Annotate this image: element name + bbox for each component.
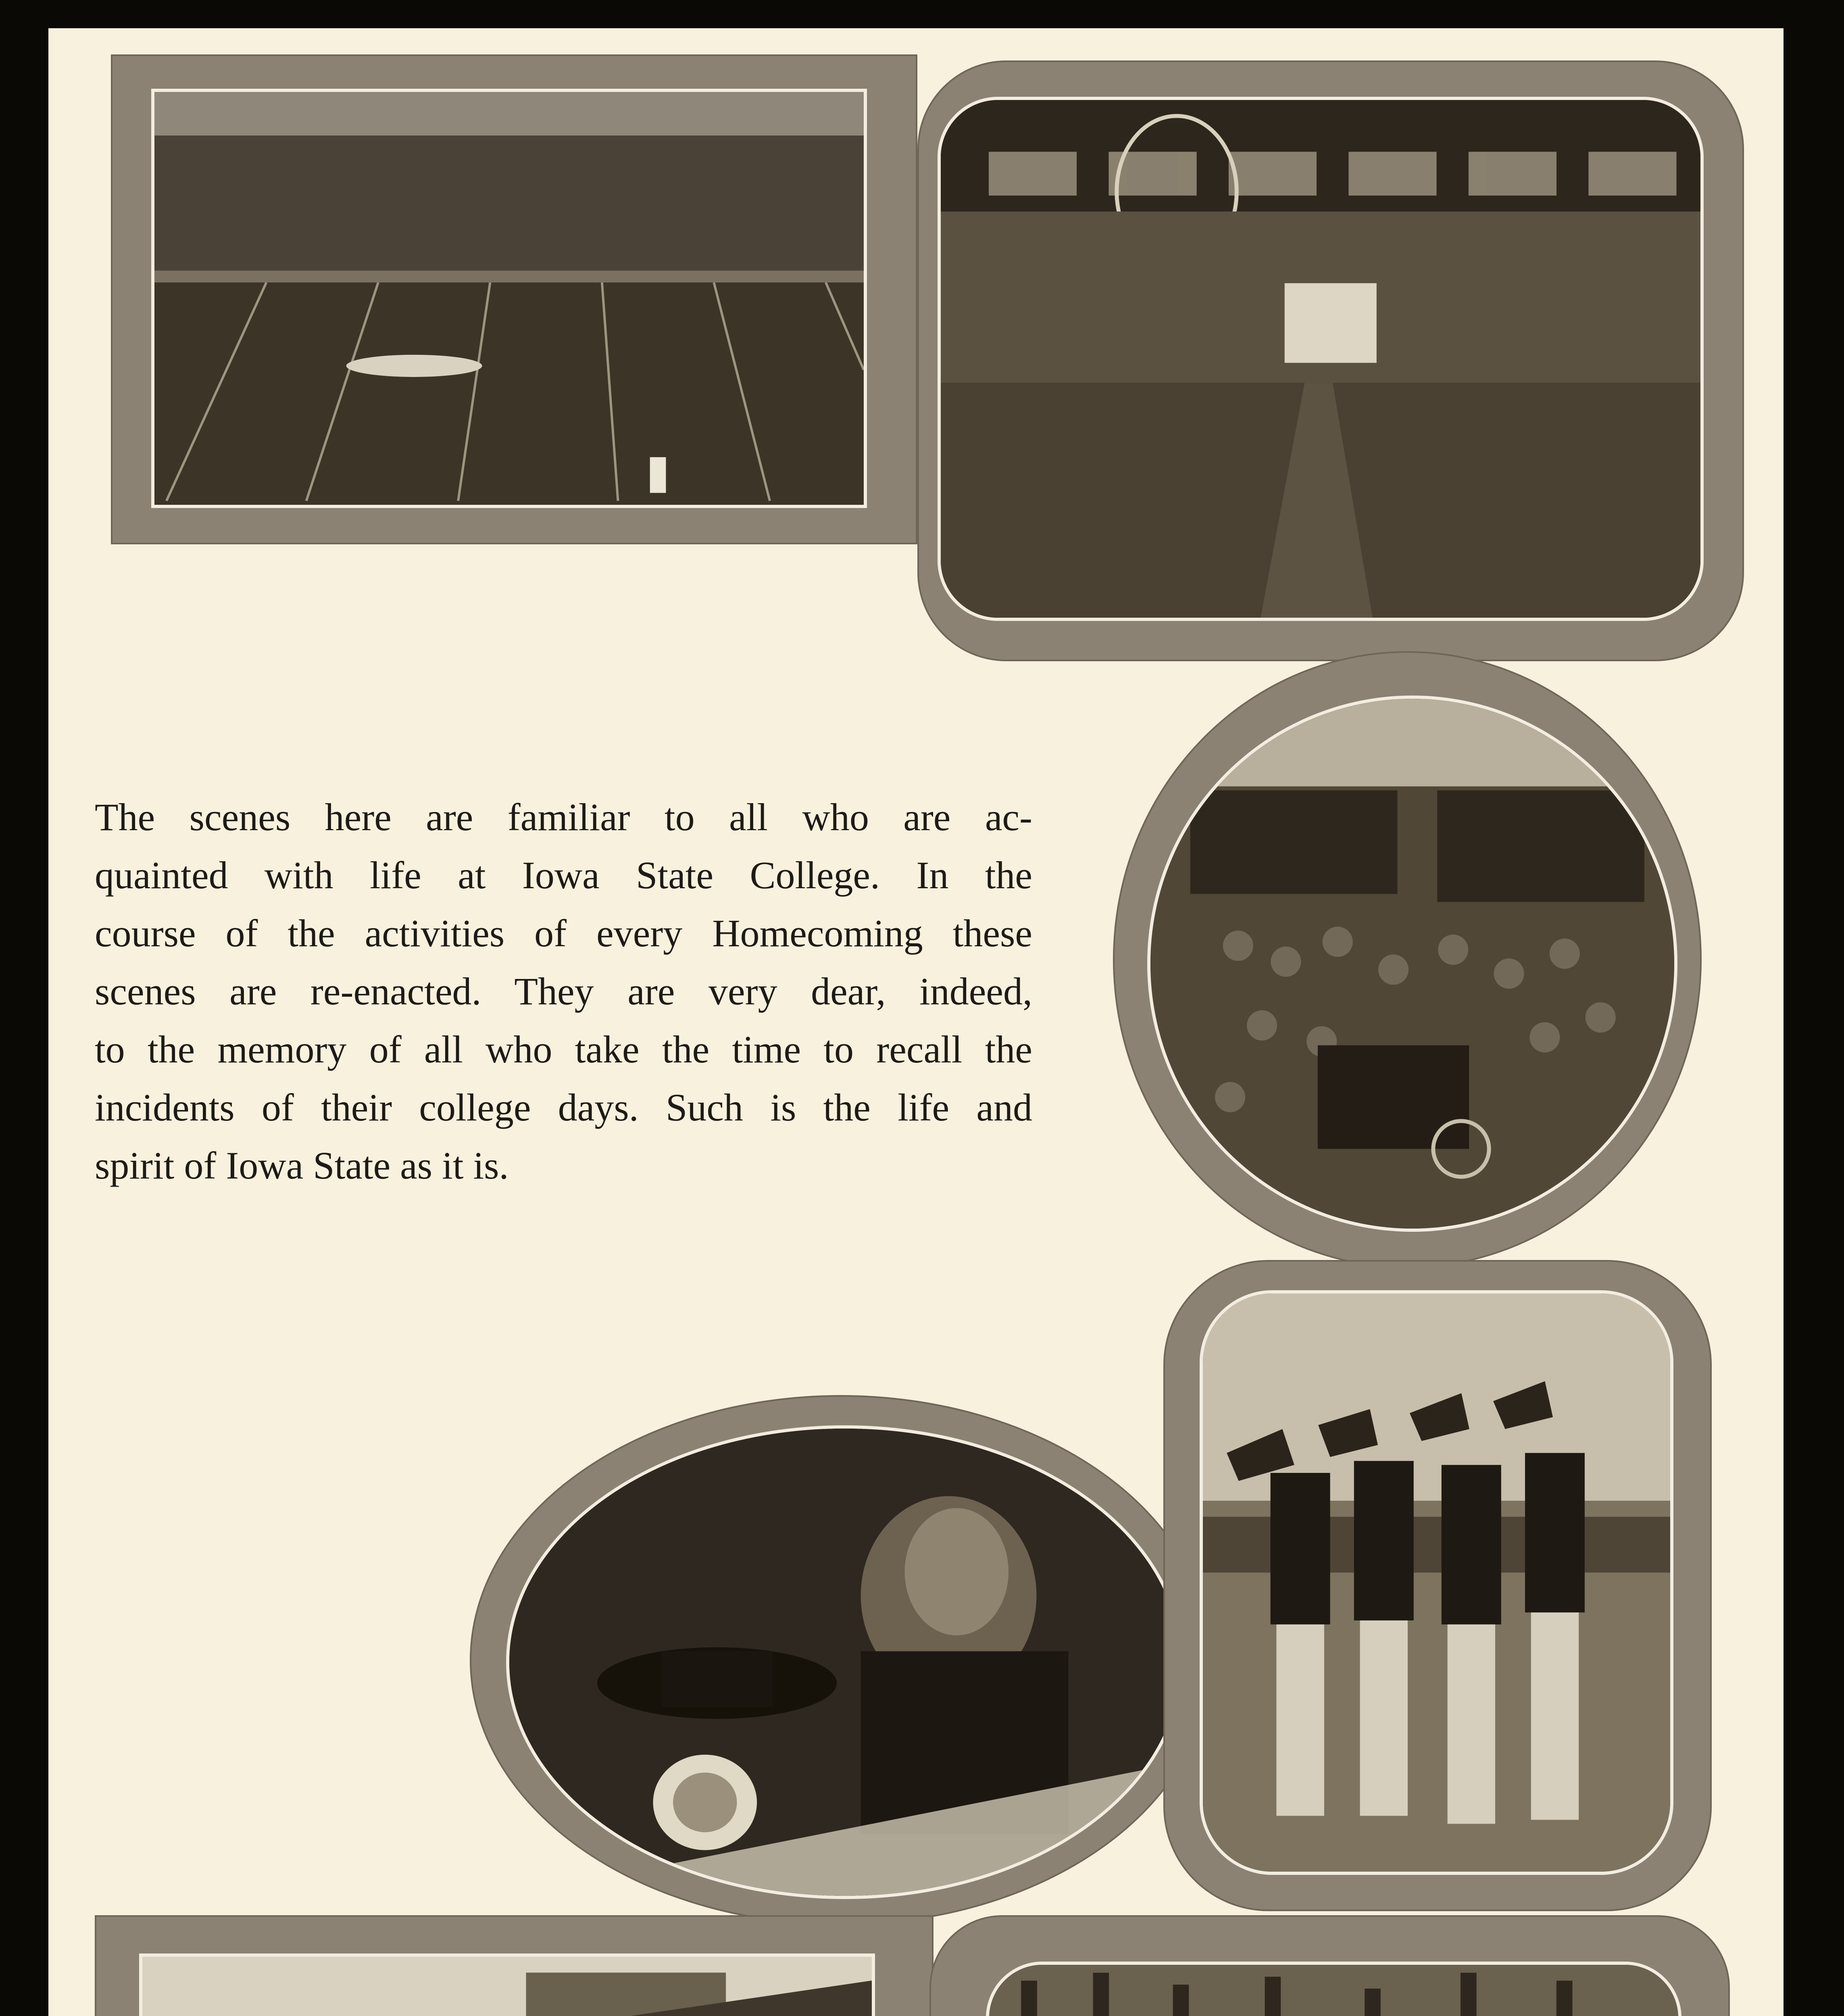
caption-line: to the memory of all who take the time to recall the: [95, 1028, 1032, 1071]
scan-edge-left: [0, 0, 48, 2016]
caption-line: course of the activities of every Homecoming these: [95, 912, 1032, 955]
caption-line: scenes are re-enacted. They are very dear, indeed,: [95, 970, 1032, 1013]
scan-edge-right: [1784, 0, 1844, 2016]
stadium-grandstand-photo: [139, 1954, 875, 2016]
caption-line: The scenes here are familiar to all who are ac-: [95, 796, 1032, 839]
caption-line: spirit of Iowa State as it is.: [95, 1144, 509, 1187]
radio-broadcast-photo: [506, 1425, 1183, 1899]
football-field-photo: [151, 89, 867, 508]
gymnasium-crowd-photo: [938, 97, 1704, 621]
caption-line: quainted with life at Iowa State College. In the: [95, 854, 1032, 897]
crowd-at-train-photo: [1147, 696, 1677, 1232]
caption-line: incidents of their college days. Such is the life and: [95, 1086, 1032, 1129]
cheerleaders-megaphones-photo: [1200, 1290, 1673, 1875]
caption-paragraph: [95, 788, 1032, 1195]
scan-edge-top: [0, 0, 1844, 28]
band-marching-photo: [986, 1962, 1681, 2016]
